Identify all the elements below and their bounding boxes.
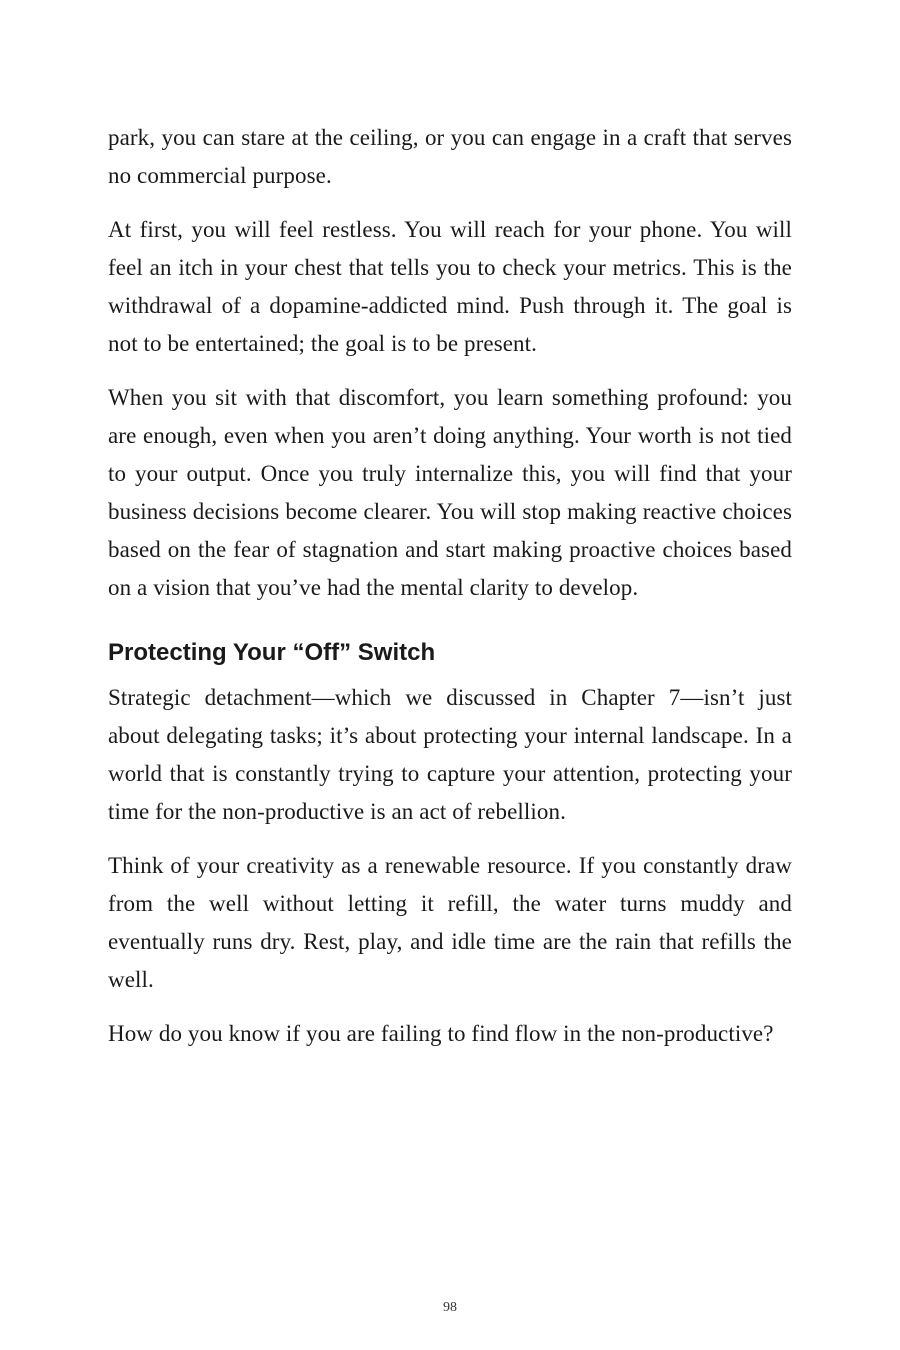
section-heading: Protecting Your “Off” Switch: [108, 639, 436, 666]
body-paragraph: Strategic detachment—which we discussed in Chapter 7—isn’t just about delegating tasks; it’s about protecting your internal landscape. In a world that is constantly trying to capture your attention, protecting your time for the non-productive is an act of rebellion.: [108, 685, 792, 824]
body-paragraph: At first, you will feel restless. You will reach for your phone. You will feel an itch in your chest that tells you to check your metrics. This is the withdrawal of a dopamine-addicted mind. Push through it. The goal is not to be entertained; the goal is to be present.: [108, 217, 792, 356]
page-number: 98: [443, 1300, 457, 1315]
body-paragraph: How do you know if you are failing to find flow in the non-productive?: [108, 1021, 774, 1046]
body-paragraph: Think of your creativity as a renewable resource. If you constantly draw from the well without letting it refill, the water turns muddy and eventually runs dry. Rest, play, and idle time are the rain that refills the well.: [108, 853, 792, 992]
body-paragraph: park, you can stare at the ceiling, or you can engage in a craft that serves no commercial purpose.: [108, 125, 792, 188]
body-paragraph: When you sit with that discomfort, you learn something profound: you are enough, even when you aren’t doing anything. Your worth is not tied to your output. Once you truly internalize this, you will find that your business decisions become clearer. You will stop making reactive choices based on the fear of stagnation and start making proactive choices based on a vision that you’ve had the mental clarity to develop.: [108, 385, 792, 600]
page-body: [108, 119, 792, 1069]
